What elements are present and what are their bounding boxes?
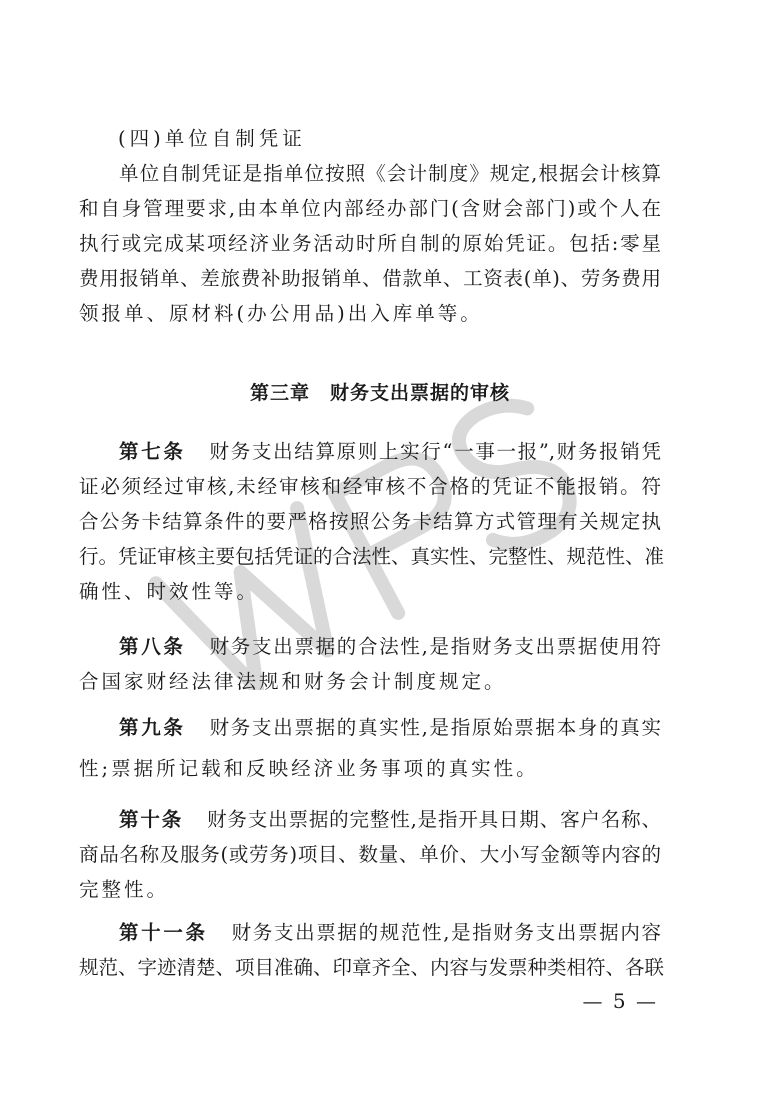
paragraph-line: 费用报销单、差旅费补助报销单、借款单、工资表(单)、劳务费用 (79, 267, 661, 290)
article-text: 财务支出结算原则上实行“一事一报”,财务报销凭 (209, 440, 661, 463)
article-9 (119, 713, 661, 743)
watermark-text: WPS (130, 390, 133, 391)
paragraph-line: 商品名称及服务(或劳务)项目、数量、单价、大小写金额等内容的 (79, 843, 661, 866)
paragraph-line: 合公务卡结算条件的要严格按照公务卡结算方式管理有关规定执 (79, 510, 661, 533)
article-label: 第十一条 (119, 921, 208, 944)
paragraph-line: 领报单、原材料(办公用品)出入库单等。 (79, 302, 483, 325)
chapter-heading (0, 378, 760, 408)
article-label: 第七条 (119, 440, 186, 463)
paragraph-line: 和自身管理要求,由本单位内部经办部门(含财会部门)或个人在 (79, 197, 661, 220)
article-label: 第九条 (119, 716, 186, 739)
article-text: 财务支出票据的规范性,是指财务支出票据内容 (231, 921, 661, 944)
chapter-number: 第三章 (249, 382, 310, 404)
article-text: 财务支出票据的完整性,是指开具日期、客户名称、 (207, 808, 661, 831)
article-label: 第八条 (119, 635, 186, 658)
chapter-title: 财务支出票据的审核 (330, 382, 511, 404)
section-title: (四)单位自制凭证 (118, 127, 306, 150)
article-text: 财务支出票据的真实性,是指原始票据本身的真实 (209, 716, 661, 739)
article-11 (119, 918, 661, 948)
article-label: 第十条 (119, 808, 184, 831)
page-number: — 5 — (582, 989, 658, 1013)
article-text: 财务支出票据的合法性,是指财务支出票据使用符 (209, 635, 661, 658)
paragraph-line: 执行或完成某项经济业务活动时所自制的原始凭证。包括:零星 (79, 232, 661, 255)
paragraph-line: 完整性。 (79, 878, 170, 901)
paragraph-line: 规范、字迹清楚、项目准确、印章齐全、内容与发票种类相符、各联 (79, 956, 665, 979)
paragraph-line: 单位自制凭证是指单位按照《会计制度》规定,根据会计核算 (119, 162, 661, 185)
paragraph-line: 行。凭证审核主要包括凭证的合法性、真实性、完整性、规范性、准 (79, 545, 665, 568)
paragraph-line: 合国家财经法律法规和财务会计制度规定。 (79, 670, 507, 693)
paragraph-line: 证必须经过审核,未经审核和经审核不合格的凭证不能报销。符 (79, 475, 661, 498)
article-7 (119, 437, 661, 467)
paragraph-line: 性;票据所记载和反映经济业务事项的真实性。 (79, 757, 539, 780)
article-8 (119, 632, 661, 662)
article-10 (119, 805, 661, 835)
paragraph-line: 确性、时效性等。 (79, 580, 260, 603)
